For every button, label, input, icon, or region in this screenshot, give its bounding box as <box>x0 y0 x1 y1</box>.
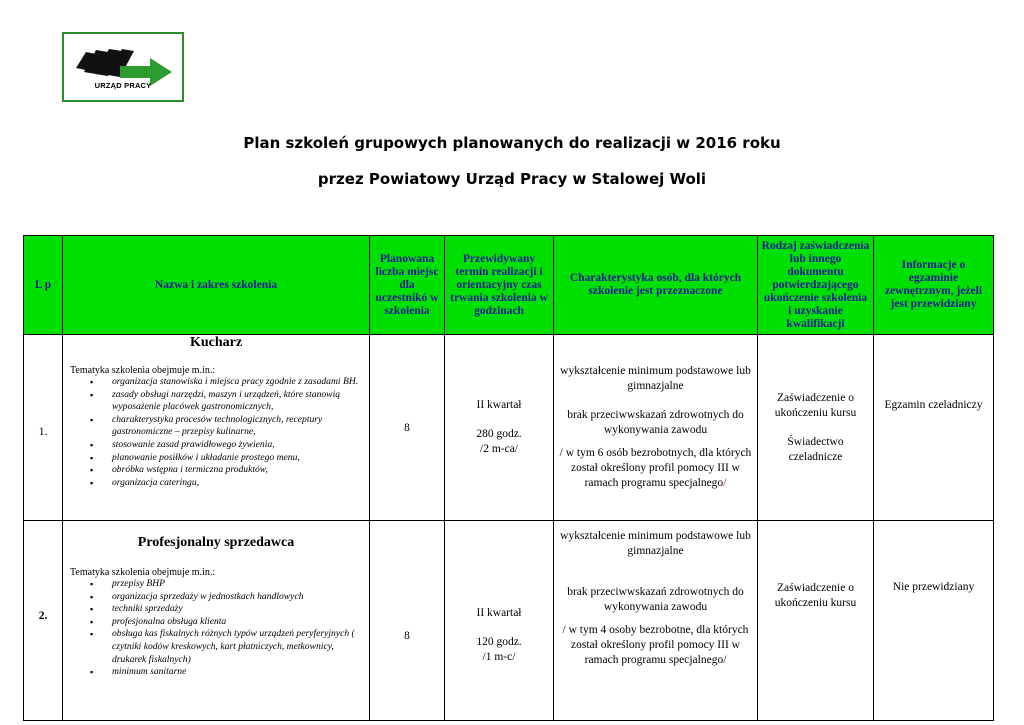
training-plan-table <box>23 235 994 721</box>
topic-list <box>66 578 366 679</box>
header-places: Planowana liczba miejsc dla uczestnikó w szkolenia <box>370 236 445 335</box>
course-cell <box>63 335 370 521</box>
header-target: Charakterystyka osób, dla których szkolenie jest przeznaczone <box>554 236 758 335</box>
header-name: Nazwa i zakres szkolenia <box>63 236 370 335</box>
target-health: brak przeciwwskazań zdrowotnych do wykonywania zawodu <box>567 409 744 436</box>
topic-item: ▪ obsługa kas fiskalnych różnych typów urządzeń peryferyjnych ( czytniki kodów kreskowych, kart płatniczych, metkownicy, drukarek fiskalnych) <box>112 628 366 666</box>
table-row <box>24 521 994 721</box>
topic-item: ▪ charakterystyka procesów technologicznych, receptury gastronomiczne – przepisy kulinarne, <box>112 414 366 439</box>
term-cell <box>445 521 554 721</box>
target-health: brak przeciwwskazań zdrowotnych do wykonywania zawodu <box>567 586 744 613</box>
term-cell <box>445 335 554 521</box>
target-education: wykształcenie minimum podstawowe lub gimnazjalne <box>560 530 751 557</box>
topic-item: ▪ obróbka wstępna i termiczna produktów, <box>112 464 366 477</box>
topic-item: ▪ organizacja stanowiska i miejsca pracy zgodnie z zasadami BH. <box>112 376 366 389</box>
certificate-2: Świadectwo czeladnicze <box>787 435 844 463</box>
certificate-cell <box>758 521 874 721</box>
course-title: Profesjonalny sprzedawca <box>137 535 295 550</box>
term-duration: /1 m-c/ <box>482 651 516 663</box>
header-lp: L p <box>24 236 63 335</box>
target-group: / w tym 6 osób bezrobotnych, dla których został określony profil pomocy III w ramach programu specjalnego/ <box>559 447 752 489</box>
course-intro: Tematyka szkolenia obejmuje m.in.: <box>70 567 216 578</box>
table-header-row <box>24 236 994 335</box>
certificate-cell <box>758 335 874 521</box>
page-title: Plan szkoleń grupowych planowanych do realizacji w 2016 roku <box>243 134 781 152</box>
term-duration: /2 m-ca/ <box>480 443 518 455</box>
course-title: Kucharz <box>189 335 243 350</box>
target-cell <box>554 335 758 521</box>
places-cell: 8 <box>370 521 445 721</box>
topic-item: ▪ planowanie posiłków i układanie prostego menu, <box>112 452 366 465</box>
row-lp: 2. <box>24 521 63 721</box>
row-lp: 1. <box>24 335 63 521</box>
target-group: / w tym 4 osoby bezrobotne, dla których został określony profil pomocy III w ramach programu specjalnego/ <box>562 624 749 666</box>
topic-item: ▪ stosowanie zasad prawidłowego żywienia, <box>112 439 366 452</box>
header-exam: Informacje o egzaminie zewnętrznym, jeżeli jest przewidziany <box>874 236 994 335</box>
logo-text: URZĄD PRACY <box>94 81 152 90</box>
course-intro: Tematyka szkolenia obejmuje m.in.: <box>70 365 216 376</box>
topic-item: ▪ zasady obsługi narzędzi, maszyn i urządzeń, które stanowią wyposażenie placówek gastronomicznych, <box>112 389 366 414</box>
certificate-1: Zaświadczenie o ukończeniu kursu <box>774 582 857 609</box>
term-hours: 280 godz. <box>476 428 522 440</box>
header-certificate: Rodzaj zaświadczenia lub innego dokumentu potwierdzającego ukończenie szkolenia i uzyskanie kwalifikacji <box>758 236 874 335</box>
term-hours: 120 godz. <box>476 636 522 648</box>
places-cell: 8 <box>370 335 445 521</box>
table-row <box>24 335 994 521</box>
topic-item: ▪ przepisy BHP <box>112 578 366 591</box>
logo-graphic <box>64 34 182 100</box>
target-education: wykształcenie minimum podstawowe lub gimnazjalne <box>560 365 751 392</box>
topic-item: ▪ profesjonalna obsługa klienta <box>112 616 366 629</box>
header-term: Przewidywany termin realizacji i orientacyjny czas trwania szkolenia w godzinach <box>445 236 554 335</box>
course-cell <box>63 521 370 721</box>
term-quarter: II kwartał <box>476 607 522 619</box>
topic-item: ▪ techniki sprzedaży <box>112 603 366 616</box>
topic-item: ▪ organizacja sprzedaży w jednostkach handlowych <box>112 591 366 604</box>
topic-item: ▪ minimum sanitarne <box>112 666 366 679</box>
topic-list <box>66 376 366 489</box>
target-cell <box>554 521 758 721</box>
logo <box>62 32 184 102</box>
page-subtitle: przez Powiatowy Urząd Pracy w Stalowej Woli <box>317 170 707 188</box>
exam-cell: Egzamin czeladniczy <box>874 335 994 521</box>
exam-cell: Nie przewidziany <box>874 521 994 721</box>
term-quarter: II kwartał <box>476 399 522 411</box>
certificate-1: Zaświadczenie o ukończeniu kursu <box>774 391 857 419</box>
topic-item: ▪ organizacja cateringu, <box>112 477 366 490</box>
